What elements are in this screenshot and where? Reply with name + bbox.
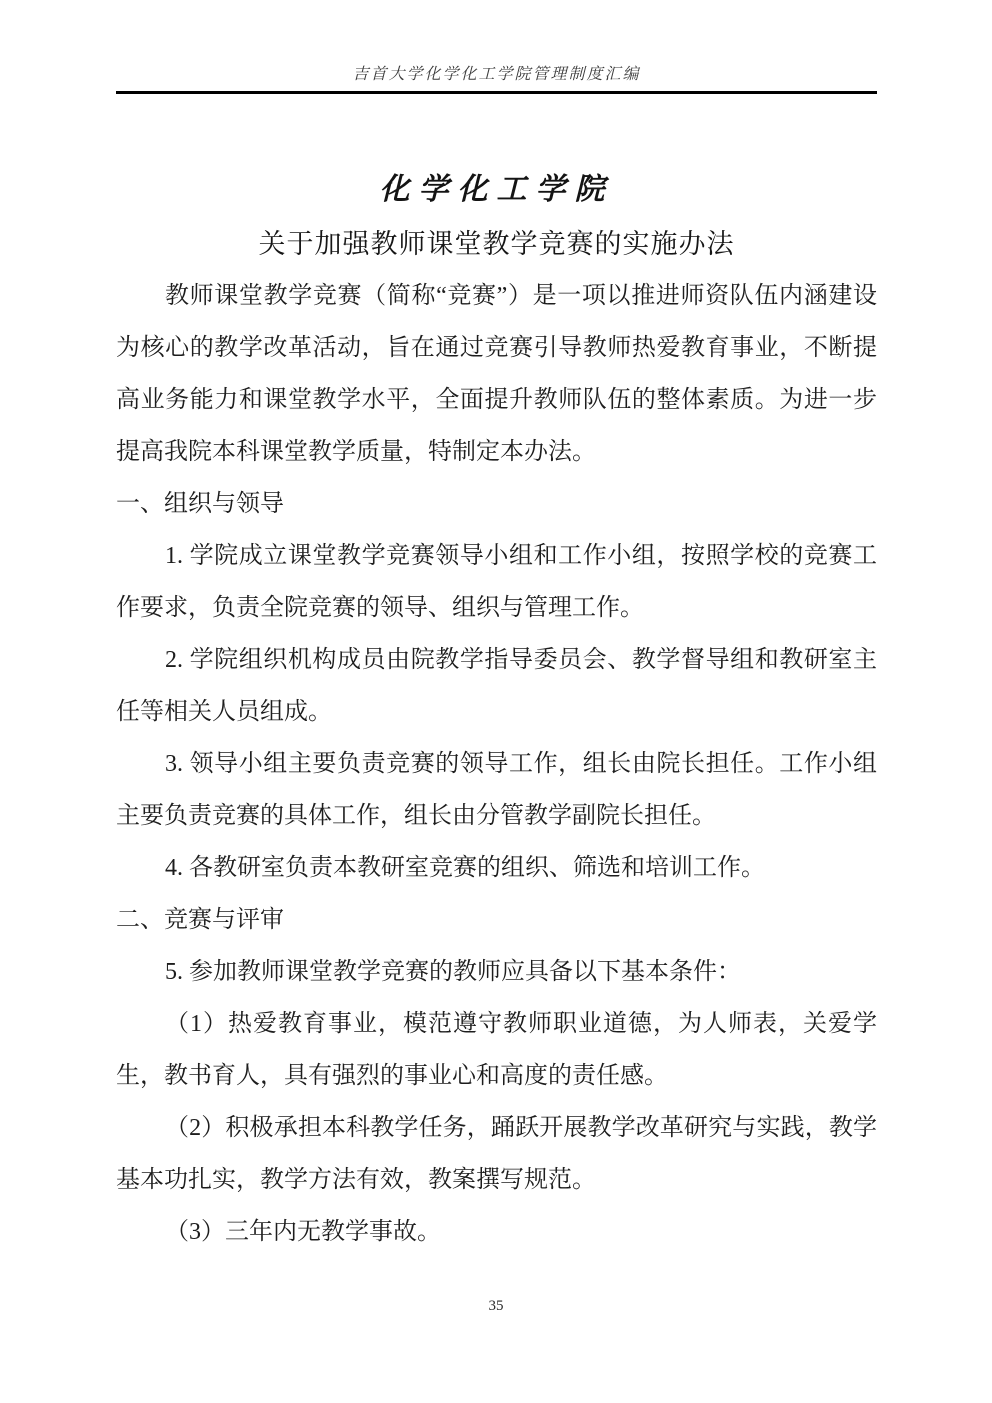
paragraph-item-3: 3. 领导小组主要负责竞赛的领导工作，组长由院长担任。工作小组主要负责竞赛的具体工作，组长由分管教学副院长担任。 <box>116 751 877 829</box>
section-heading-2: 二、竞赛与评审 <box>116 907 284 933</box>
page-header <box>116 64 877 86</box>
header-rule-divider <box>116 91 877 94</box>
document-title: 化学化工学院 <box>379 172 614 207</box>
paragraph-subitem-2: （2）积极承担本科教学任务，踊跃开展教学改革研究与实践，教学基本功扎实，教学方法有效，教案撰写规范。 <box>116 1115 877 1193</box>
page-number: 35 <box>488 1298 504 1314</box>
running-header-title: 吉首大学化学化工学院管理制度汇编 <box>352 66 641 83</box>
paragraph-item-1: 1. 学院成立课堂教学竞赛领导小组和工作小组，按照学校的竞赛工作要求，负责全院竞赛的领导、组织与管理工作。 <box>116 543 877 621</box>
paragraph-item-4: 4. 各教研室负责本教研室竞赛的组织、筛选和培训工作。 <box>165 855 765 881</box>
document-body <box>116 270 877 1258</box>
paragraph-subitem-1: （1）热爱教育事业，模范遵守教师职业道德，为人师表，关爱学生，教书育人，具有强烈的事业心和高度的责任感。 <box>116 1011 877 1089</box>
section-heading-1: 一、组织与领导 <box>116 491 284 517</box>
paragraph-item-5: 5. 参加教师课堂教学竞赛的教师应具备以下基本条件： <box>165 959 741 985</box>
paragraph-item-2: 2. 学院组织机构成员由院教学指导委员会、教学督导组和教研室主任等相关人员组成。 <box>116 647 877 725</box>
paragraph-intro: 教师课堂教学竞赛（简称“竞赛”）是一项以推进师资队伍内涵建设为核心的教学改革活动，旨在通过竞赛引导教师热爱教育事业，不断提高业务能力和课堂教学水平，全面提升教师队伍的整体素质。为进一步提高我院本科课堂教学质量，特制定本办法。 <box>116 283 877 465</box>
document-subtitle: 关于加强教师课堂教学竞赛的实施办法 <box>258 229 735 259</box>
document-content <box>116 170 877 1258</box>
paragraph-subitem-3: （3）三年内无教学事故。 <box>165 1219 441 1245</box>
